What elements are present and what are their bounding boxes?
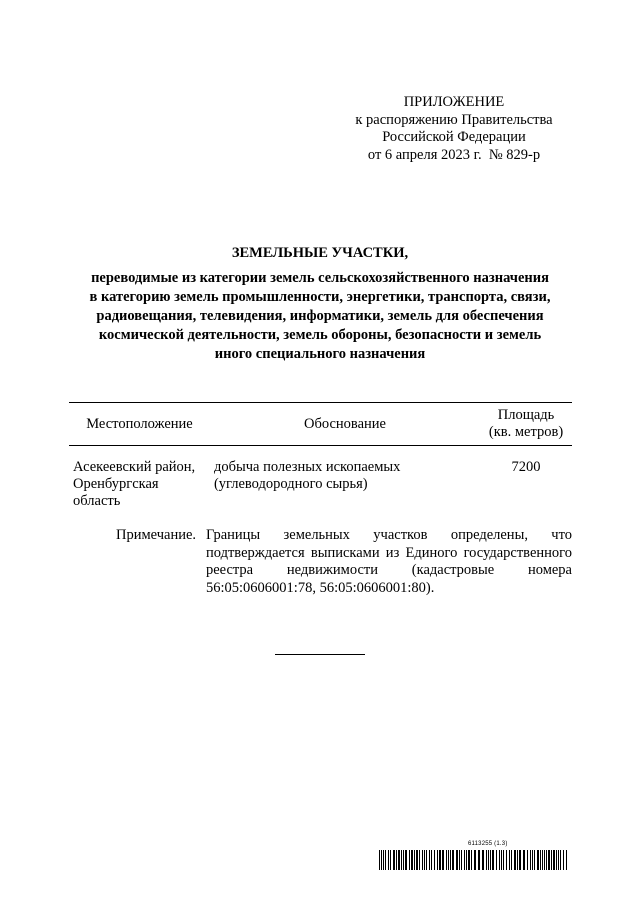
subtitle-line: переводимые из категории земель сельскохозяйственного назначения bbox=[91, 270, 549, 286]
reason-line: добыча полезных ископаемых bbox=[213, 459, 401, 475]
subtitle-line: радиовещания, телевидения, информатики, земель для обеспечения bbox=[96, 308, 544, 324]
appendix-block bbox=[330, 94, 578, 164]
document-subtitle bbox=[70, 269, 570, 364]
header-reason: Обоснование bbox=[210, 403, 480, 446]
appendix-line-3: от 6 апреля 2023 г. № 829-р bbox=[367, 146, 541, 163]
cell-area: 7200 bbox=[511, 459, 541, 475]
cell-location bbox=[69, 446, 210, 511]
location-line: Асекеевский район, bbox=[73, 459, 196, 475]
subtitle-line: космической деятельности, земель обороны, безопасности и земель bbox=[98, 327, 542, 343]
barcode-icon bbox=[379, 850, 569, 870]
location-line: область bbox=[73, 493, 121, 509]
table-row bbox=[69, 446, 572, 511]
note-text: Границы земельных участков определены, что подтверждается выписками из Единого государственного реестра недвижимости (кадастровые номера 56:05:0606001:78, 56:05:0606001:80). bbox=[206, 527, 572, 596]
document-code: 6113255 (1.3) bbox=[468, 841, 508, 847]
header-location: Местоположение bbox=[69, 403, 210, 446]
table-header-row bbox=[69, 403, 572, 446]
table bbox=[69, 402, 572, 510]
note-block bbox=[116, 527, 572, 597]
land-plots-table bbox=[69, 402, 572, 510]
appendix-line-1: к распоряжению Правительства bbox=[355, 111, 553, 128]
location-line: Оренбургская bbox=[73, 476, 159, 492]
note-label: Примечание. bbox=[116, 527, 197, 543]
cell-reason bbox=[210, 446, 480, 511]
reason-line: (углеводородного сырья) bbox=[213, 476, 368, 492]
subtitle-line: в категорию земель промышленности, энергетики, транспорта, связи, bbox=[89, 289, 551, 305]
header-area-line-1: Площадь bbox=[497, 407, 555, 423]
separator-line bbox=[275, 654, 365, 655]
header-area-line-2: (кв. метров) bbox=[488, 424, 564, 440]
appendix-line-2: Российской Федерации bbox=[382, 129, 526, 145]
appendix-title: ПРИЛОЖЕНИЕ bbox=[403, 94, 505, 110]
document-heading bbox=[70, 244, 570, 364]
header-area bbox=[480, 403, 572, 446]
document-title: ЗЕМЕЛЬНЫЕ УЧАСТКИ, bbox=[231, 245, 409, 261]
subtitle-line: иного специального назначения bbox=[214, 346, 426, 362]
